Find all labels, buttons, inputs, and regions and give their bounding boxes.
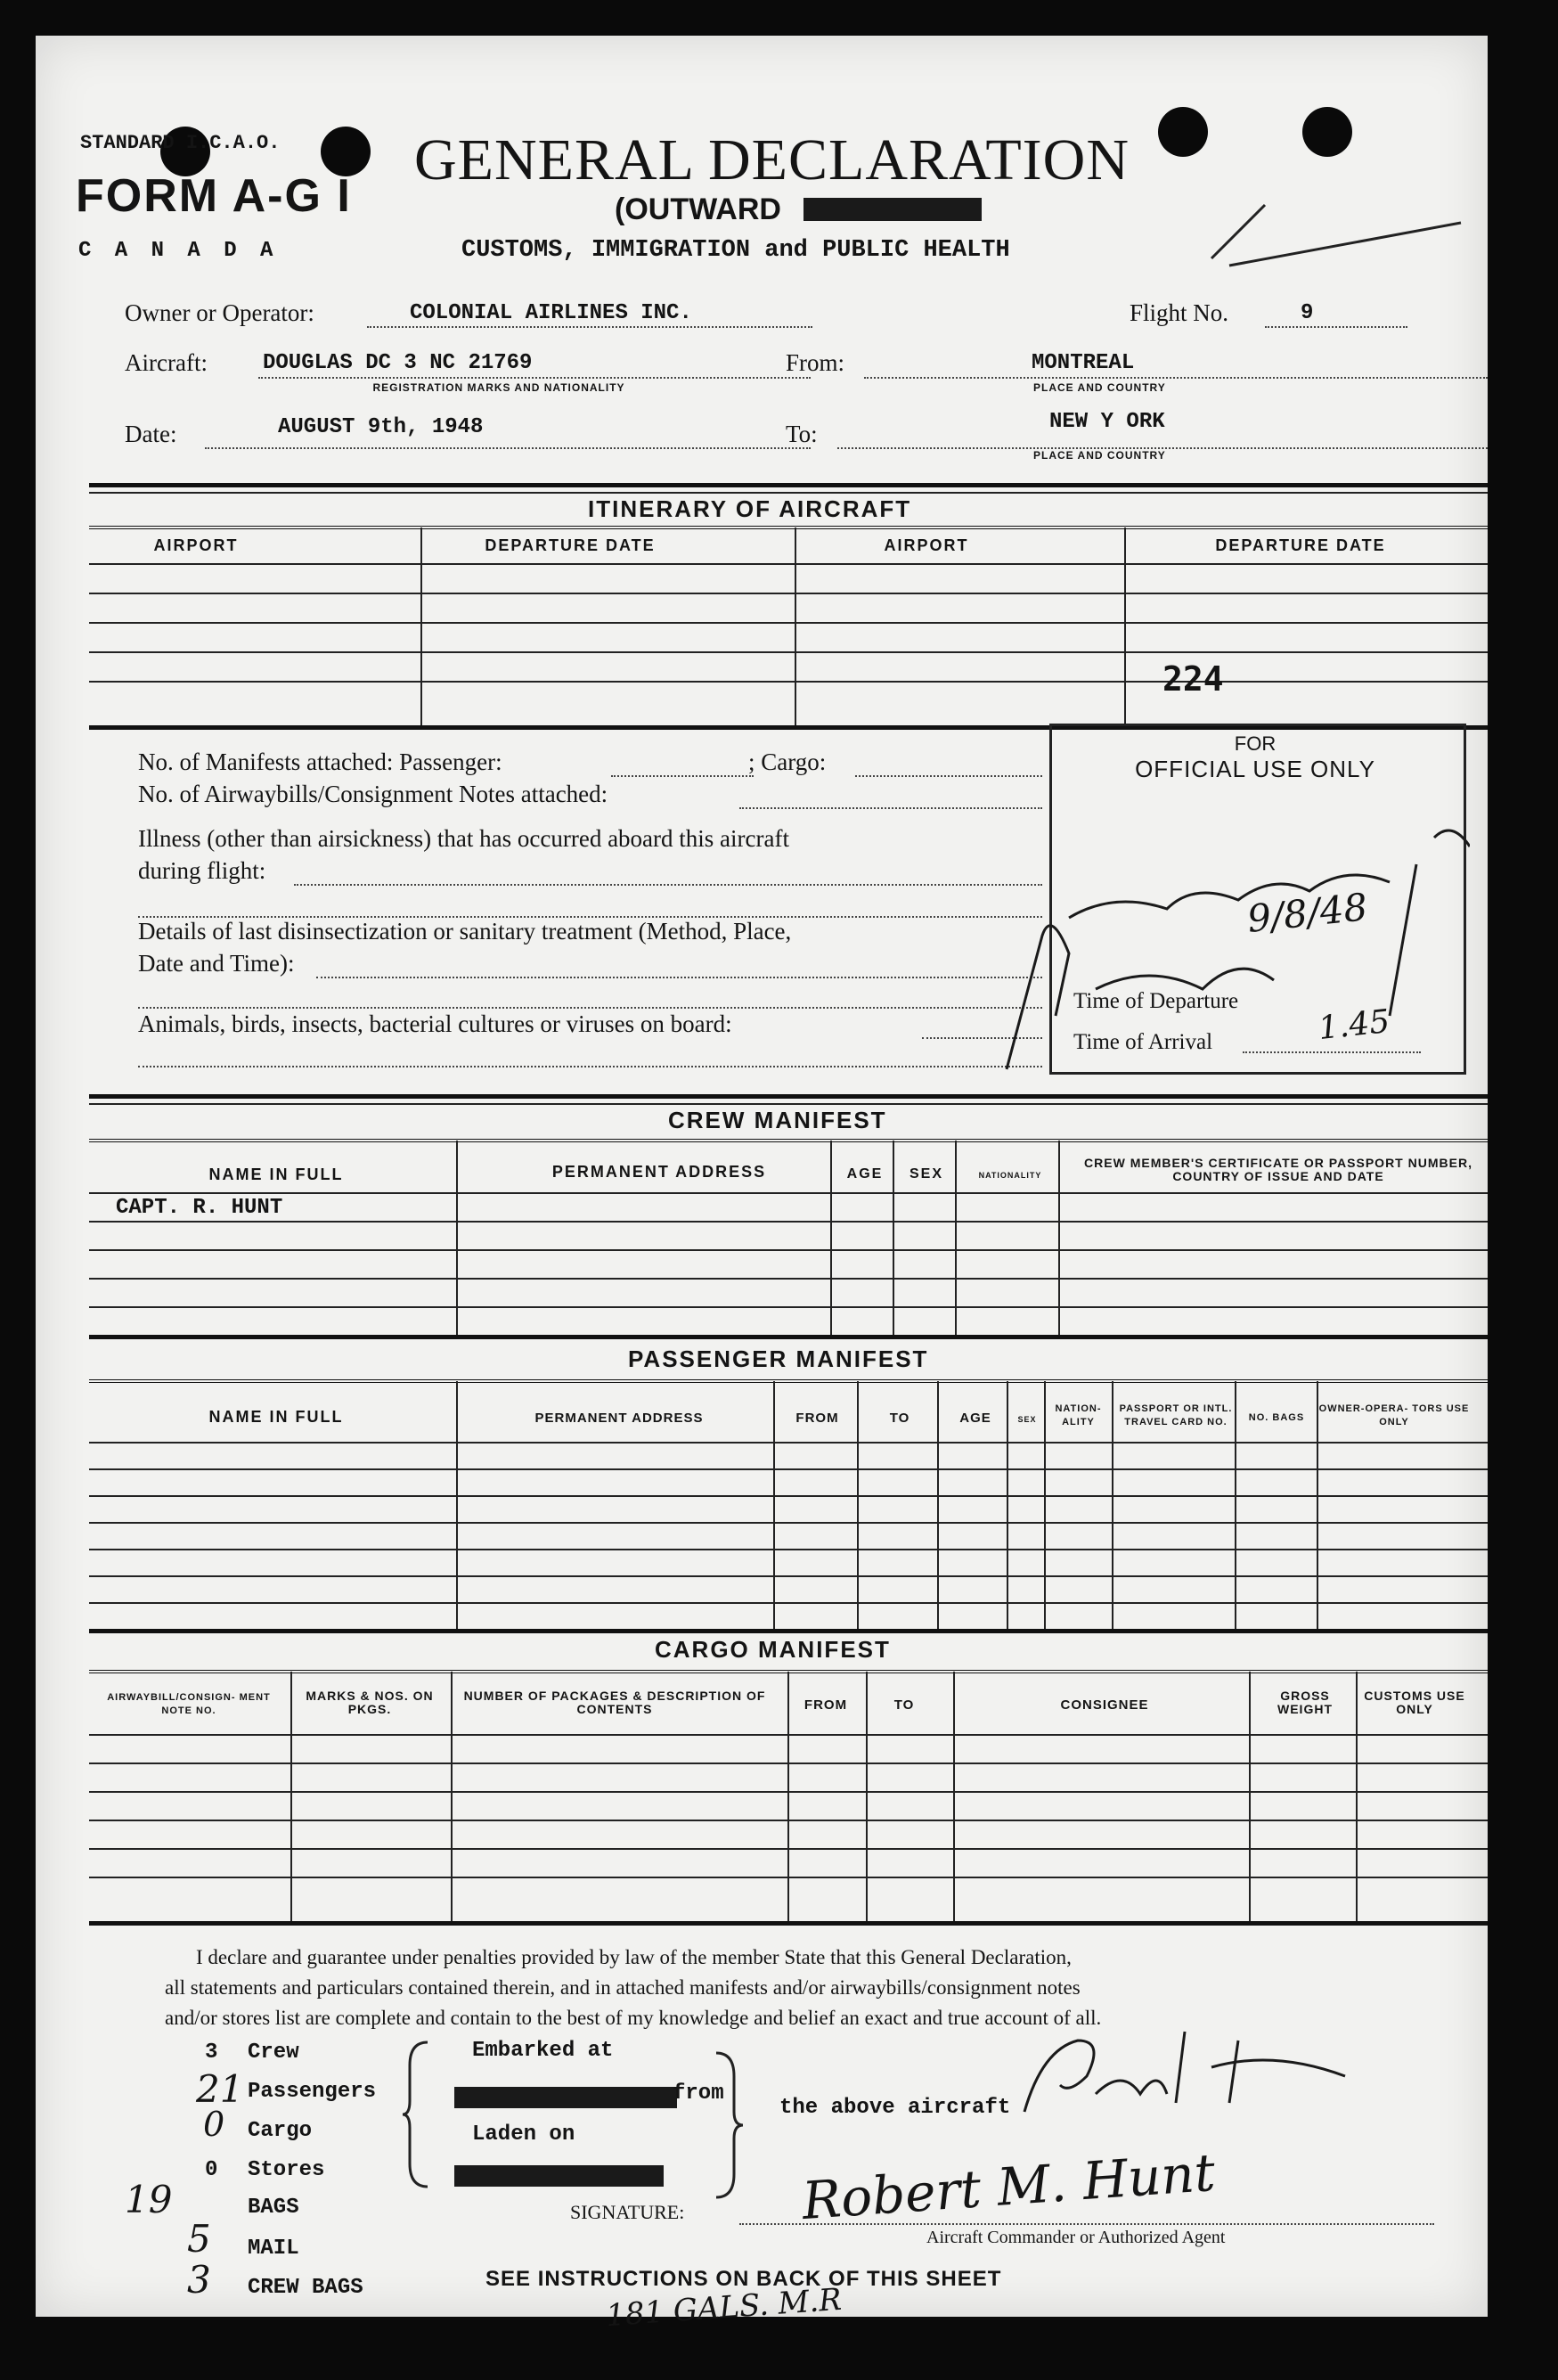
official-for: FOR <box>1234 732 1277 755</box>
summary-label: BAGS <box>248 2196 299 2220</box>
passenger-col: PASSPORT OR INTL. TRAVEL CARD NO. <box>1119 1403 1233 1427</box>
redaction-mark <box>803 198 982 221</box>
summary-label: CREW BAGS <box>248 2276 363 2300</box>
cargo-col: TO <box>893 1697 915 1713</box>
itinerary-col: DEPARTURE DATE <box>485 536 656 554</box>
cargo-col: MARKS & NOS. ON PKGS. <box>306 1689 434 1716</box>
form-title: GENERAL DECLARATION <box>414 127 1130 192</box>
aircraft-caption: REGISTRATION MARKS AND NATIONALITY <box>372 381 625 394</box>
above-aircraft-label: the above aircraft <box>779 2096 1011 2120</box>
punch-hole <box>1158 107 1208 157</box>
itinerary-col: DEPARTURE DATE <box>1215 536 1386 554</box>
aircraft-value: DOUGLAS DC 3 NC 21769 <box>263 351 533 375</box>
disinsect-line-2: Date and Time): <box>138 950 295 977</box>
summary-label: MAIL <box>248 2237 299 2261</box>
direction-label: (OUTWARD <box>615 192 781 226</box>
commander-signature: Robert M. Hunt <box>800 2141 1218 2232</box>
date-label: Date: <box>125 421 177 447</box>
cargo-col: AIRWAYBILL/CONSIGN- MENT NOTE NO. <box>107 1692 271 1716</box>
form-number: FORM A-G I <box>76 170 352 222</box>
fuel-note-handwritten: 181 GALS. M.R <box>604 2281 843 2335</box>
date-value: AUGUST 9th, 1948 <box>278 415 484 439</box>
laden-label: Laden on <box>472 2122 575 2147</box>
crew-title: CREW MANIFEST <box>668 1107 887 1133</box>
signature-caption: Aircraft Commander or Authorized Agent <box>926 2228 1226 2247</box>
cargo-col: FROM <box>803 1697 848 1713</box>
cargo-col: CUSTOMS USE ONLY <box>1364 1689 1465 1716</box>
disinsect-line: Details of last disinsectization or sanitary treatment (Method, Place, <box>138 918 792 945</box>
itinerary-col: AIRPORT <box>153 536 239 554</box>
left-brace <box>401 2039 436 2190</box>
to-value: NEW Y ORK <box>1049 410 1165 434</box>
summary-count: 3 <box>205 2041 218 2065</box>
flight-value: 9 <box>1301 301 1314 325</box>
from-label: From: <box>786 349 845 376</box>
illness-line-2: during flight: <box>138 857 266 884</box>
airwaybills-line: No. of Airwaybills/Consignment Notes attached: <box>138 781 608 807</box>
right-brace <box>713 2049 748 2201</box>
country-label: C A N A D A <box>78 239 279 263</box>
crew-col: PERMANENT ADDRESS <box>551 1163 767 1181</box>
punch-hole <box>1302 107 1352 157</box>
summary-label: Stores <box>248 2158 325 2182</box>
cargo-col: GROSS WEIGHT <box>1277 1689 1333 1716</box>
from-value: MONTREAL <box>1032 351 1135 375</box>
embarked-from-label: from <box>673 2081 724 2106</box>
crew-col: NATIONALITY <box>978 1171 1042 1180</box>
summary-count: 19 <box>125 2178 173 2221</box>
summary-count: 0 <box>205 2158 218 2182</box>
official-title: OFFICIAL USE ONLY <box>1135 756 1375 782</box>
passenger-col: AGE <box>959 1411 991 1426</box>
passenger-title: PASSENGER MANIFEST <box>628 1345 929 1372</box>
passenger-col: SEX <box>1017 1415 1037 1424</box>
summary-count: 3 <box>187 2258 211 2302</box>
declaration-form <box>36 36 1488 2335</box>
passenger-col: NATION- ALITY <box>1055 1403 1102 1427</box>
cargo-title: CARGO MANIFEST <box>655 1636 891 1663</box>
redaction-mark <box>454 2087 677 2108</box>
manifests-line: No. of Manifests attached: Passenger: <box>138 748 502 775</box>
crew-member-name: CAPT. R. HUNT <box>116 1196 283 1220</box>
official-time-handwritten: 1.45 <box>1317 1002 1392 1048</box>
from-caption: PLACE AND COUNTRY <box>1033 381 1166 394</box>
passenger-col: PERMANENT ADDRESS <box>534 1411 704 1426</box>
summary-count: 5 <box>187 2217 211 2261</box>
to-label: To: <box>786 421 818 447</box>
official-date-handwritten: 9/8/48 <box>1244 885 1370 941</box>
summary-label: Crew <box>248 2041 299 2065</box>
summary-label: Cargo <box>248 2119 313 2143</box>
standard-label: STANDARD I.C.A.O. <box>80 132 281 154</box>
crew-col: AGE <box>846 1166 884 1182</box>
aircraft-label: Aircraft: <box>125 349 208 376</box>
summary-count: 21 <box>196 2067 244 2111</box>
passenger-col: OWNER-OPERA- TORS USE ONLY <box>1318 1403 1470 1427</box>
crew-col: SEX <box>909 1166 943 1182</box>
passenger-col: FROM <box>795 1411 839 1426</box>
declaration-text: I declare and guarantee under penalties provided by law of the member State that this General Declaration, <box>196 1946 1072 1968</box>
owner-label: Owner or Operator: <box>125 299 314 326</box>
cargo-col: CONSIGNEE <box>1060 1697 1149 1713</box>
official-signature-scrawl <box>971 784 1470 1078</box>
cargo-col: NUMBER OF PACKAGES & DESCRIPTION OF CONTENTS <box>463 1689 766 1716</box>
crew-col: CREW MEMBER'S CERTIFICATE OR PASSPORT NUMBER, COUNTRY OF ISSUE AND DATE <box>1084 1156 1472 1183</box>
arrival-time-label: Time of Arrival <box>1073 1030 1213 1054</box>
itinerary-col: AIRPORT <box>884 536 969 554</box>
instructions-note: SEE INSTRUCTIONS ON BACK OF THIS SHEET <box>485 2267 1002 2291</box>
animals-line: Animals, birds, insects, bacterial cultures or viruses on board: <box>138 1010 732 1037</box>
declaration-text: and/or stores list are complete and contain to the best of my knowledge and belief an exact and true account of all. <box>165 2007 1102 2029</box>
illness-line: Illness (other than airsickness) that has occurred aboard this aircraft <box>138 825 789 852</box>
itinerary-stamp: 224 <box>1162 659 1224 699</box>
pen-check-mark <box>1194 169 1479 276</box>
departure-time-label: Time of Departure <box>1073 989 1239 1013</box>
owner-value: COLONIAL AIRLINES INC. <box>410 301 692 325</box>
passenger-col: NO. BAGS <box>1248 1412 1305 1423</box>
passenger-col: TO <box>889 1411 910 1426</box>
crew-col: NAME IN FULL <box>208 1165 344 1183</box>
itinerary-title: ITINERARY OF AIRCRAFT <box>588 495 912 522</box>
embarked-label: Embarked at <box>472 2039 614 2063</box>
cargo-label: ; Cargo: <box>748 748 827 775</box>
flight-label: Flight No. <box>1130 299 1229 326</box>
aircraft-signature-scrawl <box>1007 2014 1381 2130</box>
to-caption: PLACE AND COUNTRY <box>1033 449 1166 462</box>
declaration-text: all statements and particulars contained therein, and in attached manifests and/or airwaybills/consignment notes <box>165 1976 1081 1999</box>
summary-label: Passengers <box>248 2080 377 2104</box>
form-subtitle: CUSTOMS, IMMIGRATION and PUBLIC HEALTH <box>461 237 1010 264</box>
signature-label: SIGNATURE: <box>570 2201 685 2223</box>
summary-count: 0 <box>203 2105 225 2144</box>
passenger-col: NAME IN FULL <box>208 1408 344 1426</box>
redaction-mark <box>454 2165 664 2187</box>
